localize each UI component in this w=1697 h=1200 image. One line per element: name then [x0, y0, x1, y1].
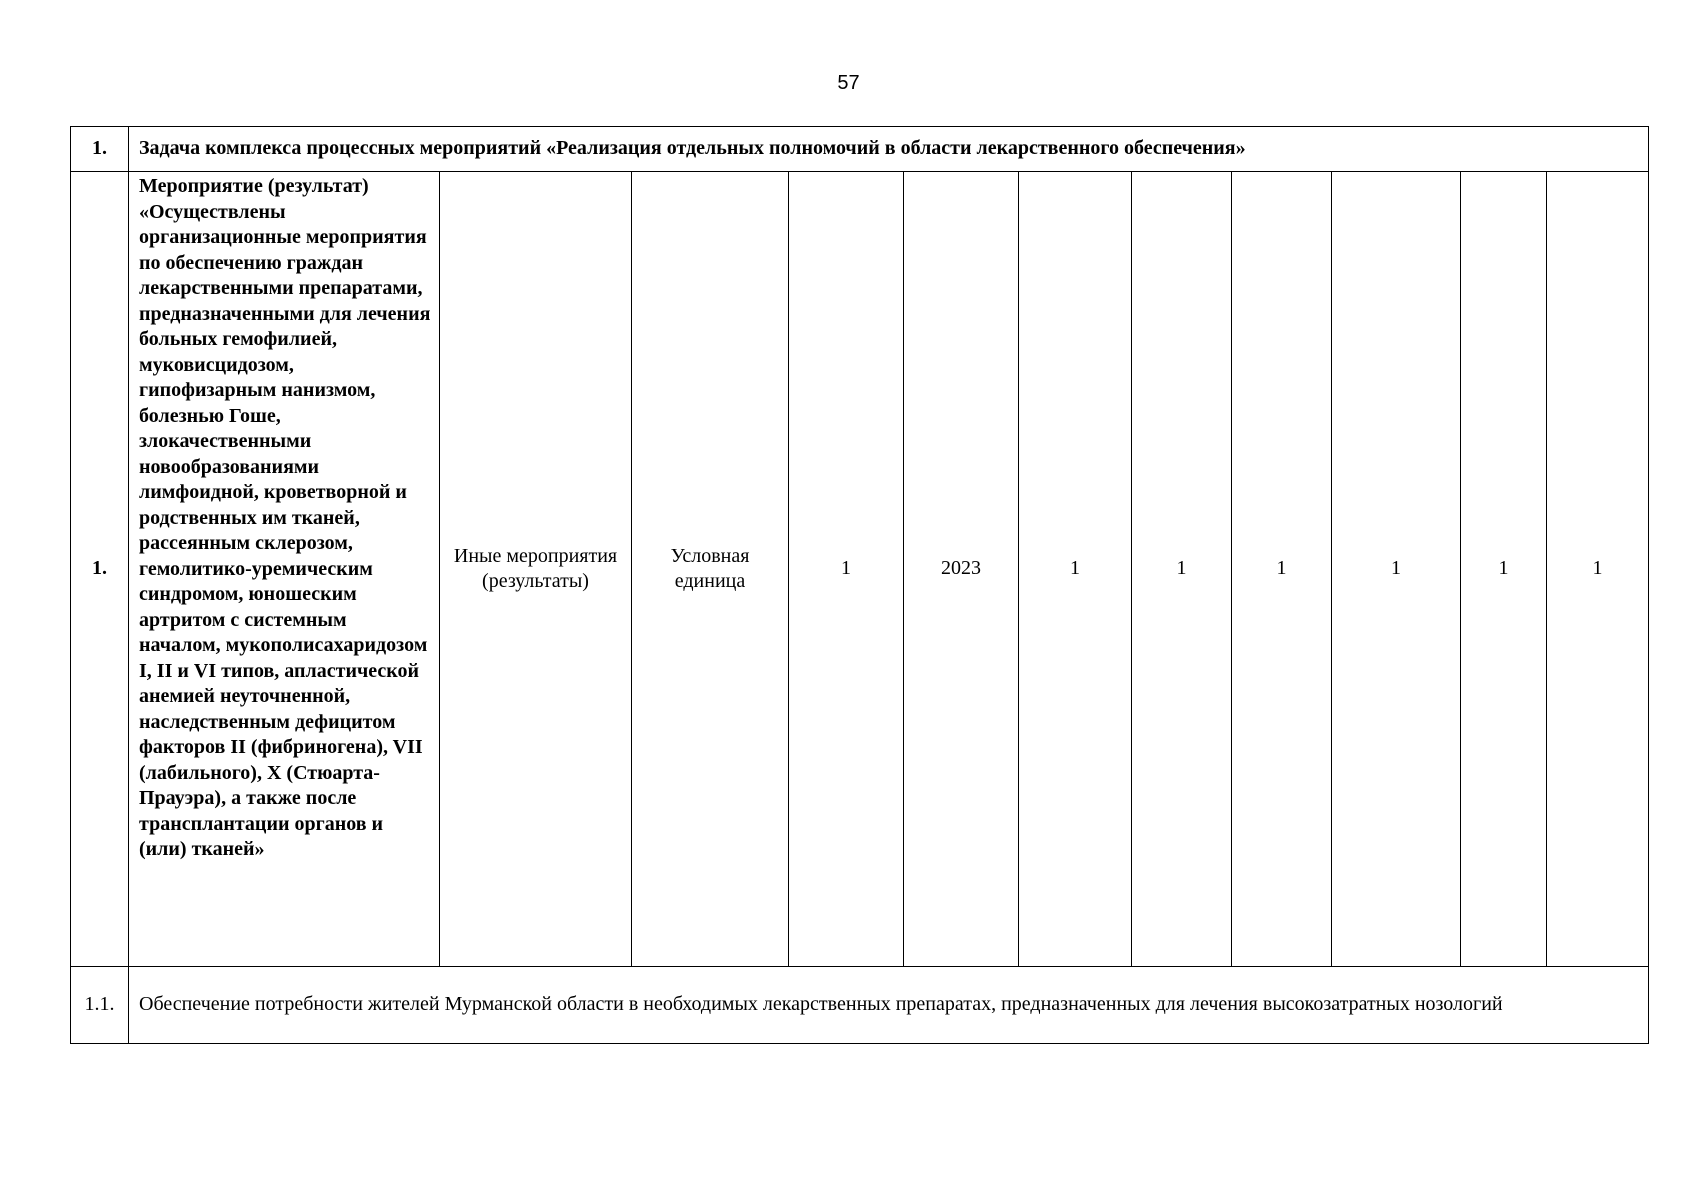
measure-value-2: 1: [1132, 172, 1232, 967]
task-row: [71, 127, 1649, 172]
result-row: [71, 967, 1649, 1044]
task-title: Задача комплекса процессных мероприятий «Реализация отдельных полномочий в области лекарственного обеспечения»: [129, 127, 1649, 172]
measure-type: Иные мероприятия (результаты): [440, 172, 632, 967]
result-number: 1.1.: [71, 967, 129, 1044]
measure-base-year: 2023: [904, 172, 1019, 967]
measure-unit: Условная единица: [632, 172, 789, 967]
measure-value-5: 1: [1461, 172, 1547, 967]
measures-table: [70, 126, 1649, 1044]
measure-value-1: 1: [1019, 172, 1132, 967]
result-text: Обеспечение потребности жителей Мурманской области в необходимых лекарственных препаратах, предназначенных для лечения высокозатратных нозологий: [129, 967, 1649, 1044]
measure-row: [71, 172, 1649, 967]
measure-name: Мероприятие (результат) «Осуществлены организационные мероприятия по обеспечению граждан лекарственными препаратами, предназначенными для лечения больных гемофилией, муковисцидозом, гипофизарным нанизмом, болезнью Гоше, злокачественными новообразованиями лимфоидной, кроветворной и родственных им тканей, рассеянным склерозом, гемолитико-уремическим синдромом, юношеским артритом с системным началом, мукополисахаридозом I, II и VI типов, апластической анемией неуточненной, наследственным дефицитом факторов II (фибриногена), VII (лабильного), X (Стюарта-Прауэра), а также после трансплантации органов и (или) тканей»: [129, 172, 440, 967]
measure-value-3: 1: [1232, 172, 1332, 967]
measure-base-value: 1: [789, 172, 904, 967]
measure-value-4: 1: [1332, 172, 1461, 967]
page-number: 57: [837, 72, 860, 94]
measure-value-6: 1: [1547, 172, 1649, 967]
measure-number: 1.: [71, 172, 129, 967]
task-number: 1.: [71, 127, 129, 172]
